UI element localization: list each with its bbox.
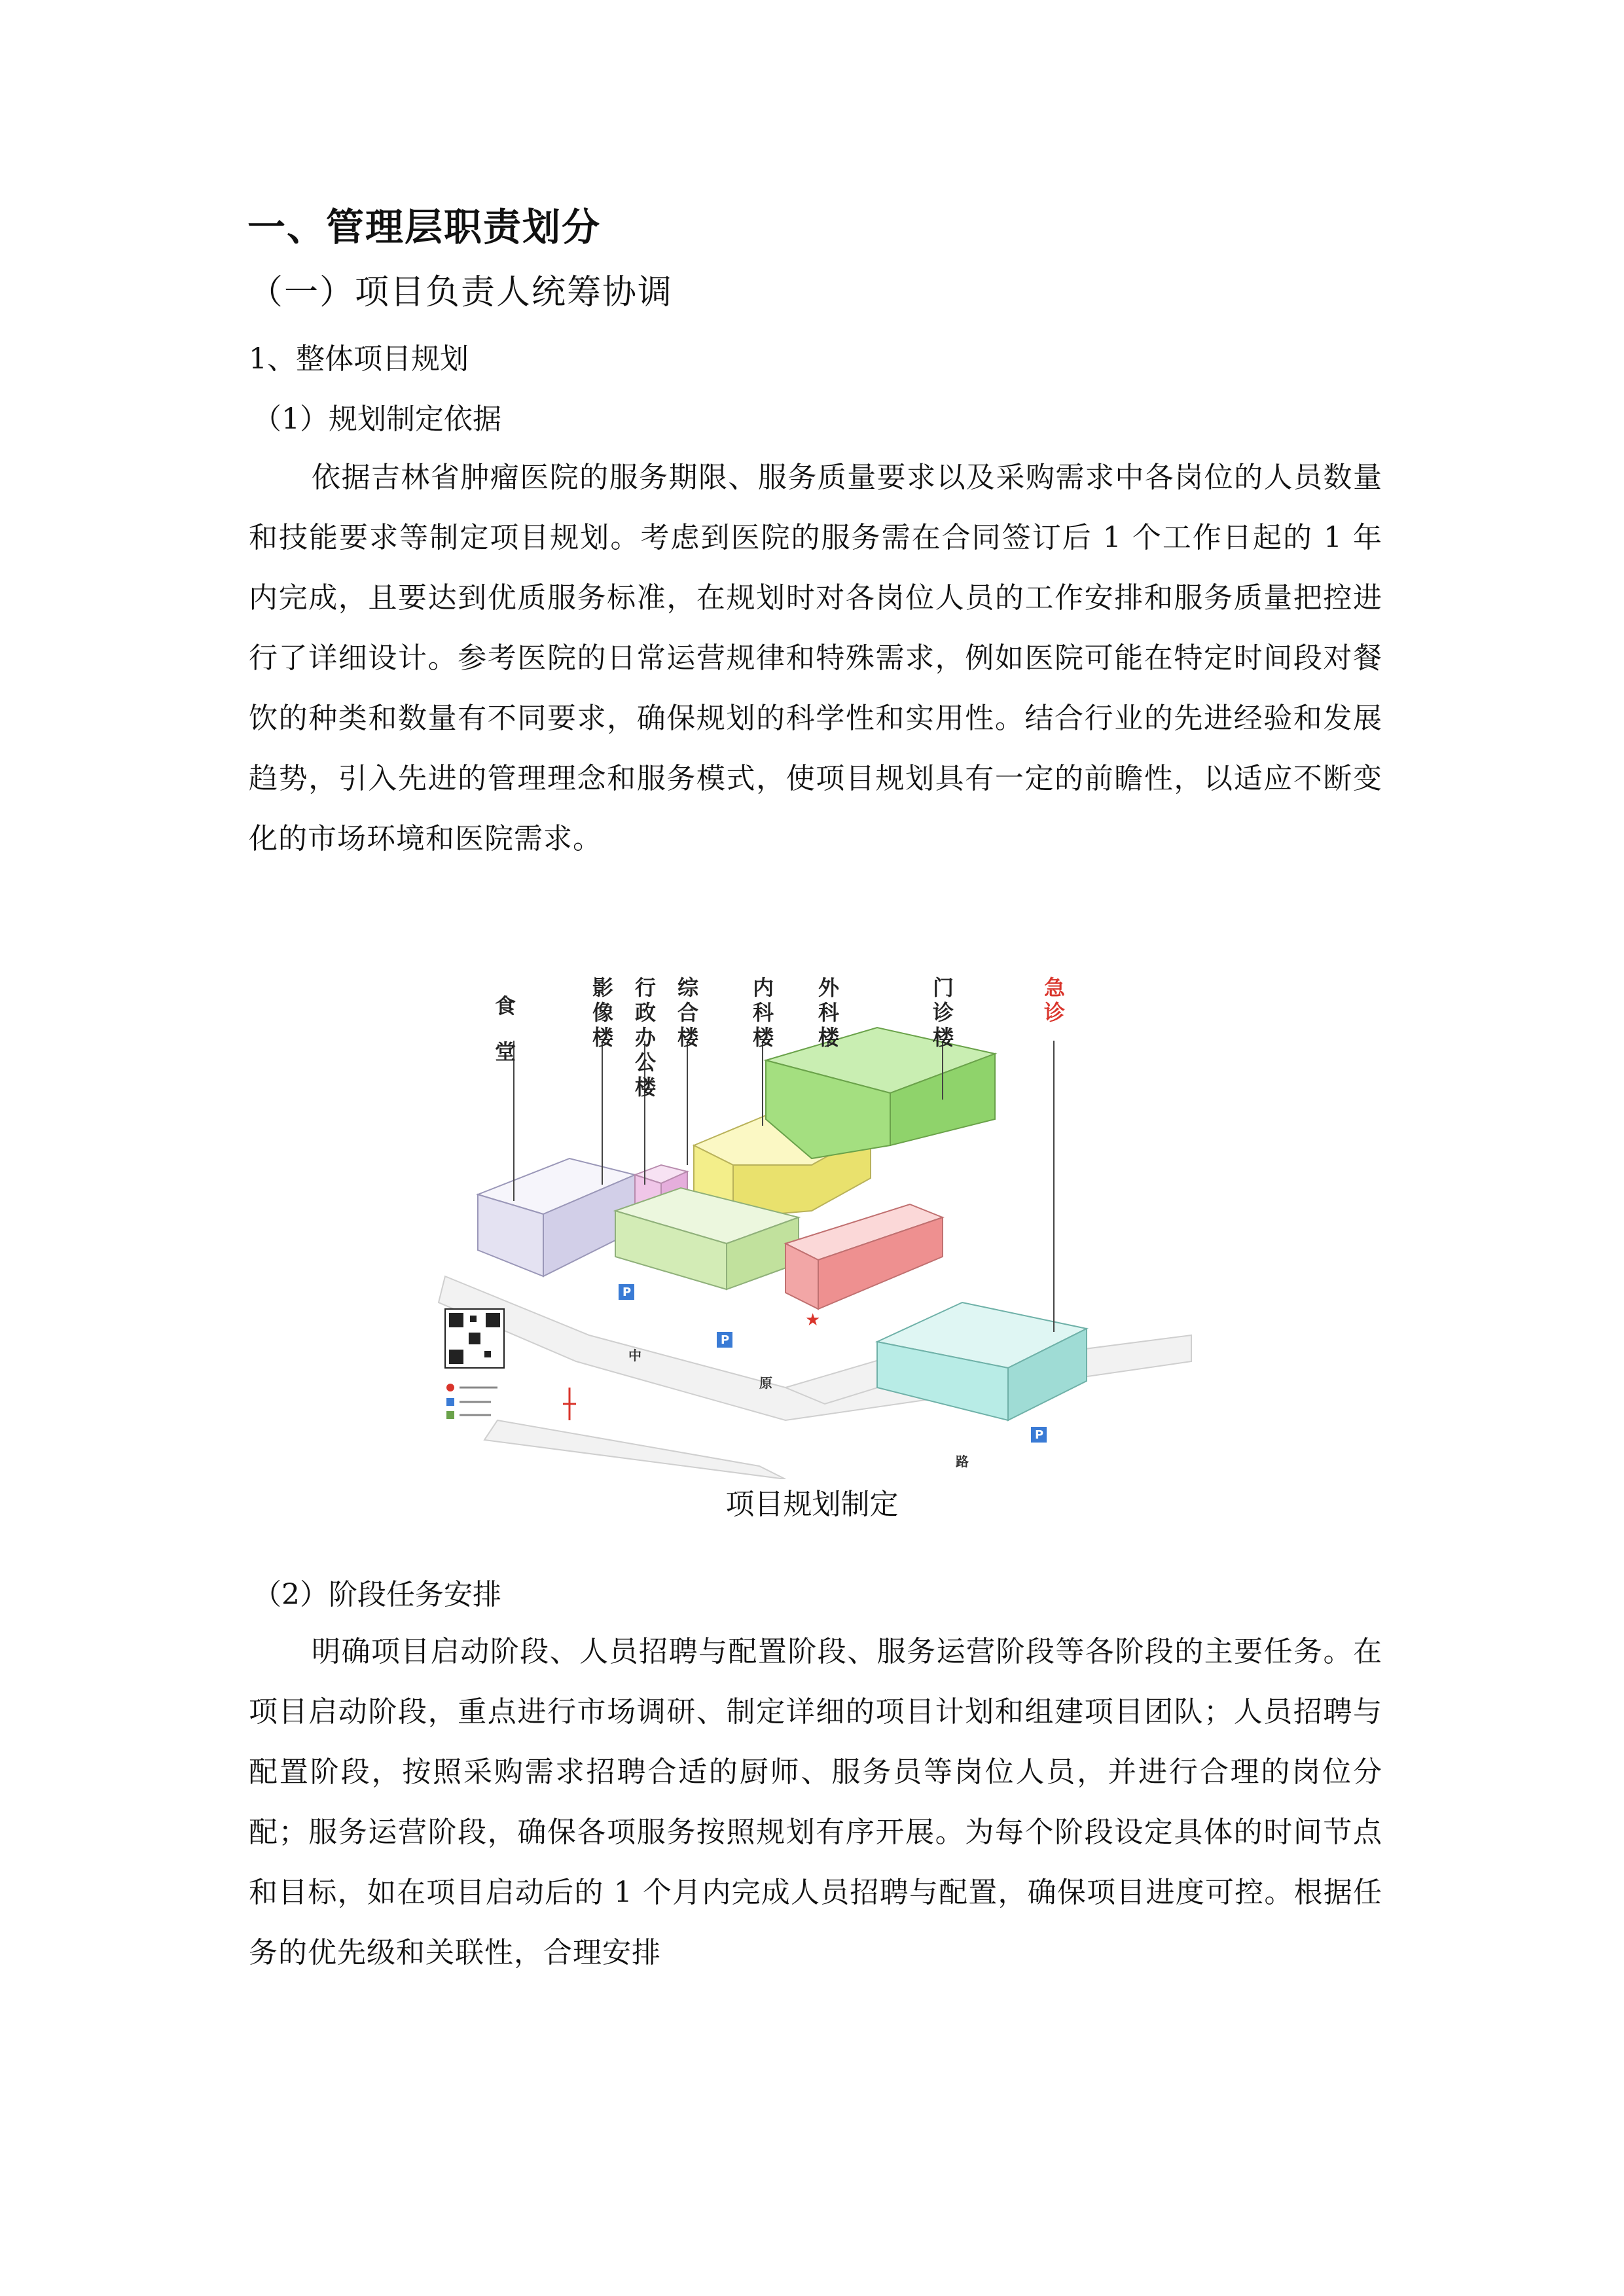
label-surgery: 外科楼 [818,975,840,1050]
label-admin: 行政办公楼 [635,975,657,1100]
qr-code-icon [445,1309,504,1368]
canteen-block [478,1158,635,1276]
heading-2: （一）项目负责人统筹协调 [249,273,674,312]
label-canteen: 食堂 [492,995,516,1062]
svg-text:P: P [721,1333,730,1347]
svg-text:P: P [623,1285,632,1299]
label-emergency: 急诊 [1044,975,1066,1025]
star-icon: ★ [805,1310,821,1330]
campus-map-figure [419,969,1204,1479]
north-arrow-icon [563,1388,576,1420]
legend-marks [446,1384,497,1419]
label-outpatient: 门诊楼 [933,975,954,1050]
svg-text:路: 路 [956,1454,969,1469]
svg-text:原: 原 [759,1375,772,1391]
outpatient-block [785,1204,943,1309]
heading-1: 一、管理层职责划分 [247,205,602,249]
section-2-title: （2）阶段任务安排 [253,1578,501,1611]
heading-3: 1、整体项目规划 [249,342,469,376]
label-internal: 内科楼 [753,975,774,1050]
label-general: 综合楼 [677,975,699,1050]
section-1-title: （1）规划制定依据 [253,403,501,436]
section-1-body: 依据吉林省肿瘤医院的服务期限、服务质量要求以及采购需求中各岗位的人员数量和技能要求等制定项目规划。考虑到医院的服务需在合同签订后 1 个工作日起的 1 年内完成，且要达到优质服务标准，在规划时对各岗位人员的工作安排和服务质量把控进行了详细设计。参考医院的日常运营规律和特殊需求，例如医院可能在特定时间段对餐饮的种类和数量有不同要求，确保规划的科学性和实用性。结合行业的先进经验和发展趋势，引入先进的管理理念和服务模式，使项目规划具有一定的前瞻性，以适应不断变化的市场环境和医院需求。 [249,461,1382,855]
svg-text:P: P [1035,1428,1044,1442]
label-imaging: 影像楼 [592,975,614,1050]
surgery-block [766,1028,995,1158]
section-2-body: 明确项目启动阶段、人员招聘与配置阶段、服务运营阶段等各阶段的主要任务。在项目启动阶段，重点进行市场调研、制定详细的项目计划和组建项目团队；人员招聘与配置阶段，按照采购需求招聘合适的厨师、服务员等岗位人员，并进行合理的岗位分配；服务运营阶段，确保各项服务按照规划有序开展。为每个阶段设定具体的时间节点和目标，如在项目启动后的 1 个月内完成人员招聘与配置，确保项目进度可控。根据任务的优先级和关联性，合理安排 [249,1635,1382,1969]
figure-caption: 项目规划制定 [725,1488,899,1521]
svg-text:中: 中 [628,1348,641,1363]
